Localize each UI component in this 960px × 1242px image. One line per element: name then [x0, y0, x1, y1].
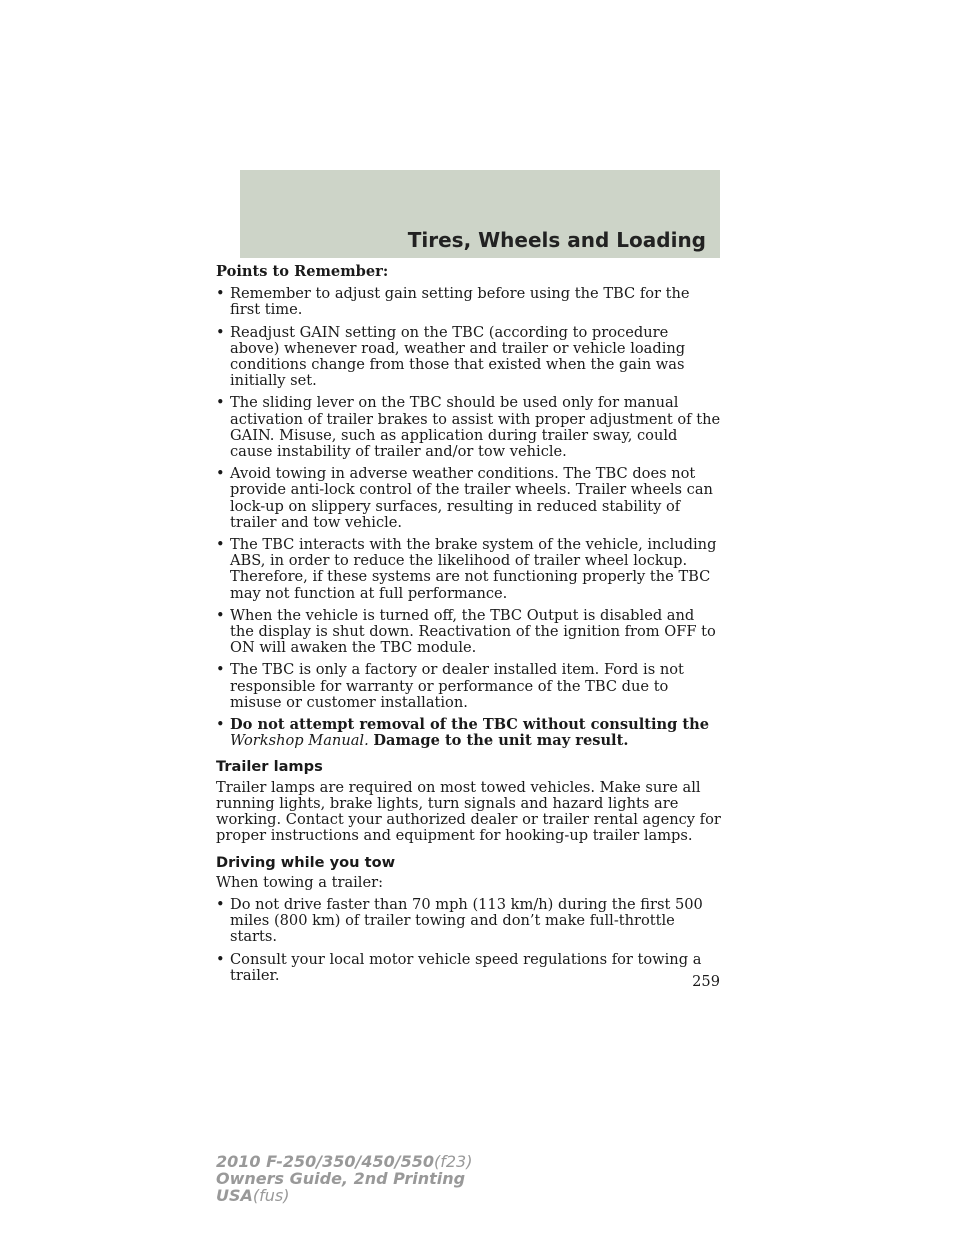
points-list	[216, 286, 722, 749]
driving-intro: When towing a trailer:	[216, 873, 384, 891]
section-header-band	[240, 170, 720, 258]
list-item: • When the vehicle is turned off, the TBC Output is disabled and the display is shut down. Reactivation of the ignition from OFF to ON will awaken the TBC module.	[216, 606, 716, 657]
footer-model-code: (f23)	[434, 1152, 473, 1171]
footer-region: USA	[216, 1186, 253, 1205]
workshop-manual-ref: Workshop Manual.	[230, 732, 369, 750]
list-item: • The TBC interacts with the brake system of the vehicle, including ABS, in order to reduce the likelihood of trailer wheel lockup. Therefore, if these systems are not functioning properly the TBC may not function at full performance.	[216, 536, 717, 602]
list-item: • Remember to adjust gain setting before using the TBC for the first time.	[216, 285, 690, 319]
list-item: • Do not drive faster than 70 mph (113 km/h) during the first 500 miles (800 km) of trailer towing and don’t make full-throttle starts.	[216, 895, 703, 946]
points-heading: Points to Remember:	[216, 263, 389, 280]
footer-model: 2010 F-250/350/450/550	[216, 1152, 434, 1171]
trailer-lamps-heading: Trailer lamps	[216, 758, 323, 776]
warning-item: • Do not attempt removal of the TBC without consulting the Workshop Manual. Damage to the unit may result.	[216, 716, 710, 750]
list-item: • Consult your local motor vehicle speed regulations for towing a trailer.	[216, 950, 702, 984]
driving-list	[216, 897, 722, 984]
list-item: • The TBC is only a factory or dealer installed item. Ford is not responsible for warranty or performance of the TBC due to misuse or customer installation.	[216, 661, 684, 711]
footer-region-code: (fus)	[252, 1186, 290, 1205]
driving-heading: Driving while you tow	[216, 853, 396, 871]
section-title: Tires, Wheels and Loading	[407, 228, 706, 252]
page-number: 259	[692, 973, 720, 990]
list-item: • The sliding lever on the TBC should be used only for manual activation of trailer brakes to assist with proper adjustment of the GAIN. Misuse, such as application during trailer sway, could cause instability of trailer and/or tow vehicle.	[216, 394, 721, 461]
trailer-lamps-body: Trailer lamps are required on most towed vehicles. Make sure all running lights, brake lights, turn signals and hazard lights are working. Contact your authorized dealer or trailer rental agency for proper instructions and equipment for hooking-up trailer lamps.	[216, 778, 721, 845]
footer-imprint	[216, 1153, 472, 1204]
list-item: • Readjust GAIN setting on the TBC (according to procedure above) whenever road, weather and trailer or vehicle loading conditions change from those that existed when the gain was initially set.	[216, 323, 686, 390]
page-content	[216, 264, 722, 990]
list-item: • Avoid towing in adverse weather conditions. The TBC does not provide anti-lock control of the trailer wheels. Trailer wheels can lock-up on slippery surfaces, resulting in reduced stability of trailer and tow vehicle.	[216, 465, 713, 531]
footer-guide: Owners Guide, 2nd Printing	[216, 1169, 466, 1188]
